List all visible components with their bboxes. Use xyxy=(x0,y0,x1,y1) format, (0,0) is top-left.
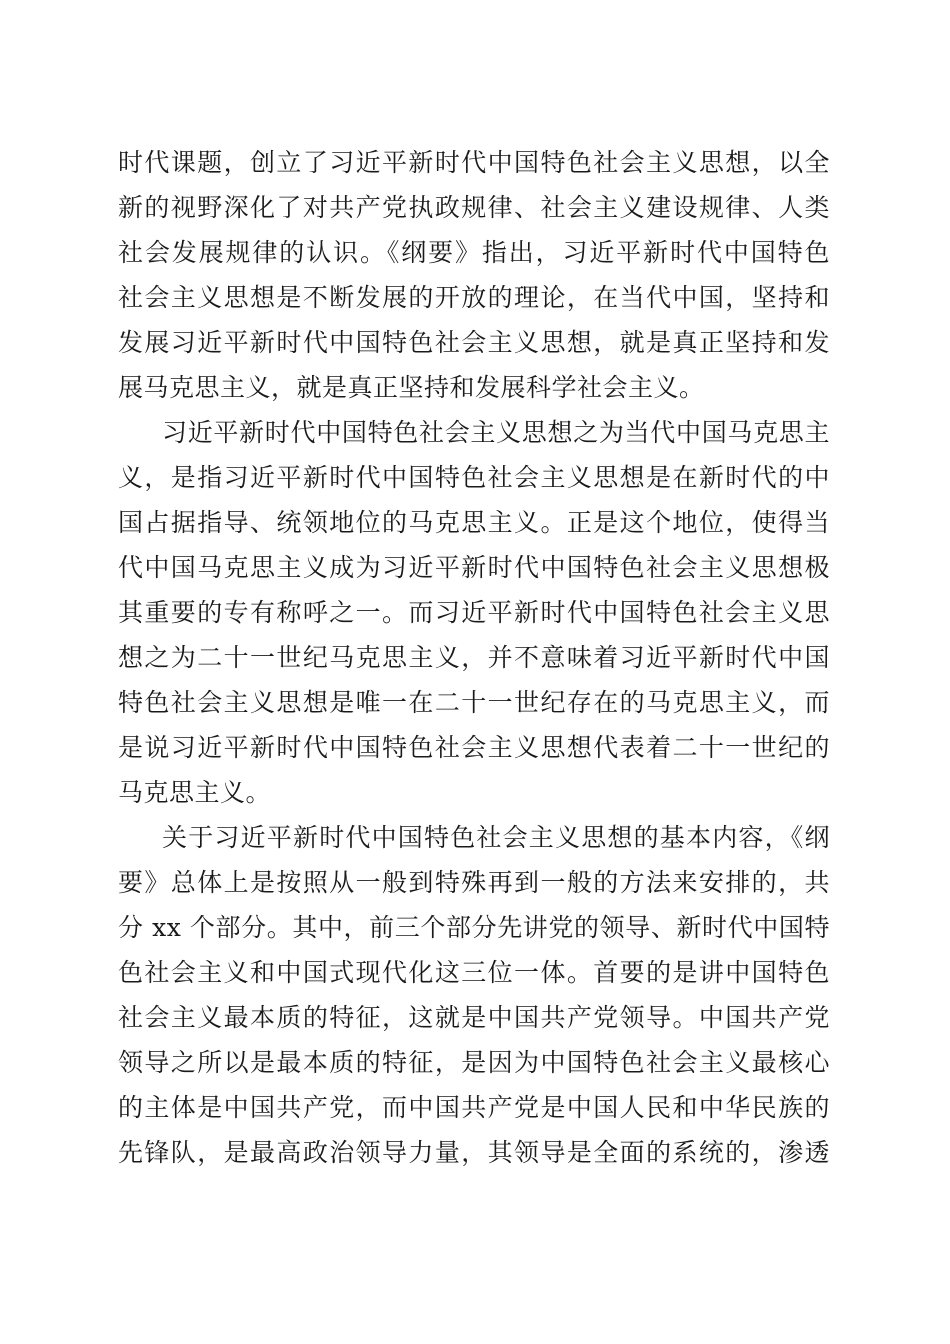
text-line: 先锋队，是最高政治领导力量，其领导是全面的系统的，渗透 xyxy=(118,1138,830,1167)
text-line: 社会主义思想是不断发展的开放的理论，在当代中国，坚持和 xyxy=(118,283,830,312)
paragraph-2 xyxy=(118,410,830,815)
text-line: 分 xx 个部分。其中，前三个部分先讲党的领导、新时代中国特 xyxy=(118,913,830,942)
text-line: 发展习近平新时代中国特色社会主义思想，就是真正坚持和发 xyxy=(118,328,830,357)
paragraph-1 xyxy=(118,140,830,410)
text-line: 的主体是中国共产党，而中国共产党是中国人民和中华民族的 xyxy=(118,1093,830,1122)
text-line: 代中国马克思主义成为习近平新时代中国特色社会主义思想极 xyxy=(118,553,830,582)
body-text xyxy=(118,140,830,1175)
text-line: 是说习近平新时代中国特色社会主义思想代表着二十一世纪的 xyxy=(118,733,830,762)
text-line: 色社会主义和中国式现代化这三位一体。首要的是讲中国特色 xyxy=(118,958,830,987)
text-line: 国占据指导、统领地位的马克思主义。正是这个地位，使得当 xyxy=(118,508,830,537)
text-line: 义，是指习近平新时代中国特色社会主义思想是在新时代的中 xyxy=(118,463,830,492)
text-line: 社会发展规律的认识。《纲要》指出，习近平新时代中国特色 xyxy=(118,238,830,267)
text-line: 领导之所以是最本质的特征，是因为中国特色社会主义最核心 xyxy=(118,1048,830,1077)
text-line: 社会主义最本质的特征，这就是中国共产党领导。中国共产党 xyxy=(118,1003,830,1032)
text-line: 时代课题，创立了习近平新时代中国特色社会主义思想，以全 xyxy=(118,148,830,177)
text-line: 关于习近平新时代中国特色社会主义思想的基本内容，《纲 xyxy=(162,823,830,852)
text-line: 特色社会主义思想是唯一在二十一世纪存在的马克思主义，而 xyxy=(118,688,830,717)
text-line: 马克思主义。 xyxy=(118,778,272,807)
paragraph-3 xyxy=(118,815,830,1175)
text-line: 习近平新时代中国特色社会主义思想之为当代中国马克思主 xyxy=(162,418,830,447)
text-line: 新的视野深化了对共产党执政规律、社会主义建设规律、人类 xyxy=(118,193,830,222)
text-line: 展马克思主义，就是真正坚持和发展科学社会主义。 xyxy=(118,373,705,402)
text-line: 想之为二十一世纪马克思主义，并不意味着习近平新时代中国 xyxy=(118,643,830,672)
text-line: 其重要的专有称呼之一。而习近平新时代中国特色社会主义思 xyxy=(118,598,830,627)
text-line: 要》总体上是按照从一般到特殊再到一般的方法来安排的，共 xyxy=(118,868,830,897)
